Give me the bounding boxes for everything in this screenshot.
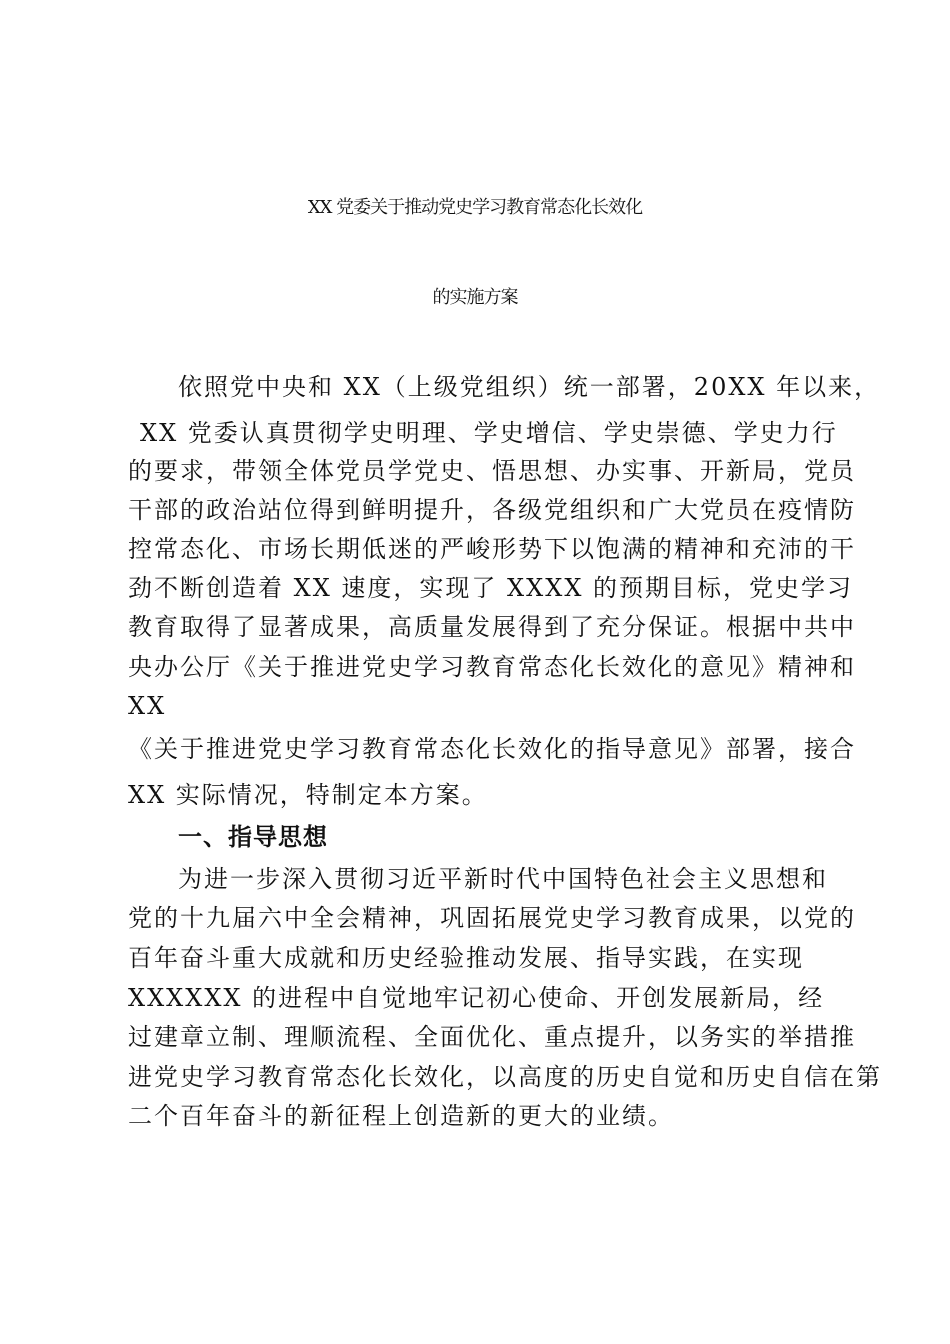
- document-title-line-2: 的实施方案: [432, 287, 518, 308]
- document-title-line-1: XX 党委关于推动党史学习教育常态化长效化: [307, 197, 643, 218]
- section1-line-2: 党的十九届六中全会精神，巩固拓展党史学习教育成果，以党的: [128, 904, 856, 932]
- section1-line-1: 为进一步深入贯彻习近平新时代中国特色社会主义思想和: [178, 865, 828, 893]
- intro-line-3: 的要求，带领全体党员学党史、悟思想、办实事、开新局，党员: [128, 457, 856, 485]
- intro-line-6: 劲不断创造着 XX 速度，实现了 XXXX 的预期目标，党史学习: [128, 574, 854, 602]
- intro-line-7: 教育取得了显著成果，高质量发展得到了充分保证。根据中共中: [128, 613, 856, 641]
- intro-line-2: XX 党委认真贯彻学史明理、学史增信、学史崇德、学史力行: [140, 419, 838, 447]
- section1-line-3: 百年奋斗重大成就和历史经验推动发展、指导实践，在实现: [128, 944, 804, 972]
- intro-line-8: 央办公厅《关于推进党史学习教育常态化长效化的意见》精神和: [128, 653, 856, 681]
- section1-line-4: XXXXXX 的进程中自觉地牢记初心使命、开创发展新局，经: [128, 984, 825, 1012]
- intro-line-11: XX 实际情况，特制定本方案。: [128, 781, 488, 809]
- intro-line-4: 干部的政治站位得到鲜明提升，各级党组织和广大党员在疫情防: [128, 496, 856, 524]
- intro-line-9: XX: [128, 692, 167, 720]
- section-heading-guiding-ideology: 一、指导思想: [178, 823, 328, 851]
- intro-line-1: 依照党中央和 XX（上级党组织）统一部署，20XX 年以来，: [178, 373, 881, 401]
- section1-line-6: 进党史学习教育常态化长效化，以高度的历史自觉和历史自信在第: [128, 1063, 882, 1091]
- intro-line-5: 控常态化、市场长期低迷的严峻形势下以饱满的精神和充沛的干: [128, 535, 856, 563]
- section1-line-5: 过建章立制、理顺流程、全面优化、重点提升，以务实的举措推: [128, 1023, 856, 1051]
- section1-line-7: 二个百年奋斗的新征程上创造新的更大的业绩。: [128, 1102, 674, 1130]
- intro-line-10: 《关于推进党史学习教育常态化长效化的指导意见》部署，接合: [128, 735, 856, 763]
